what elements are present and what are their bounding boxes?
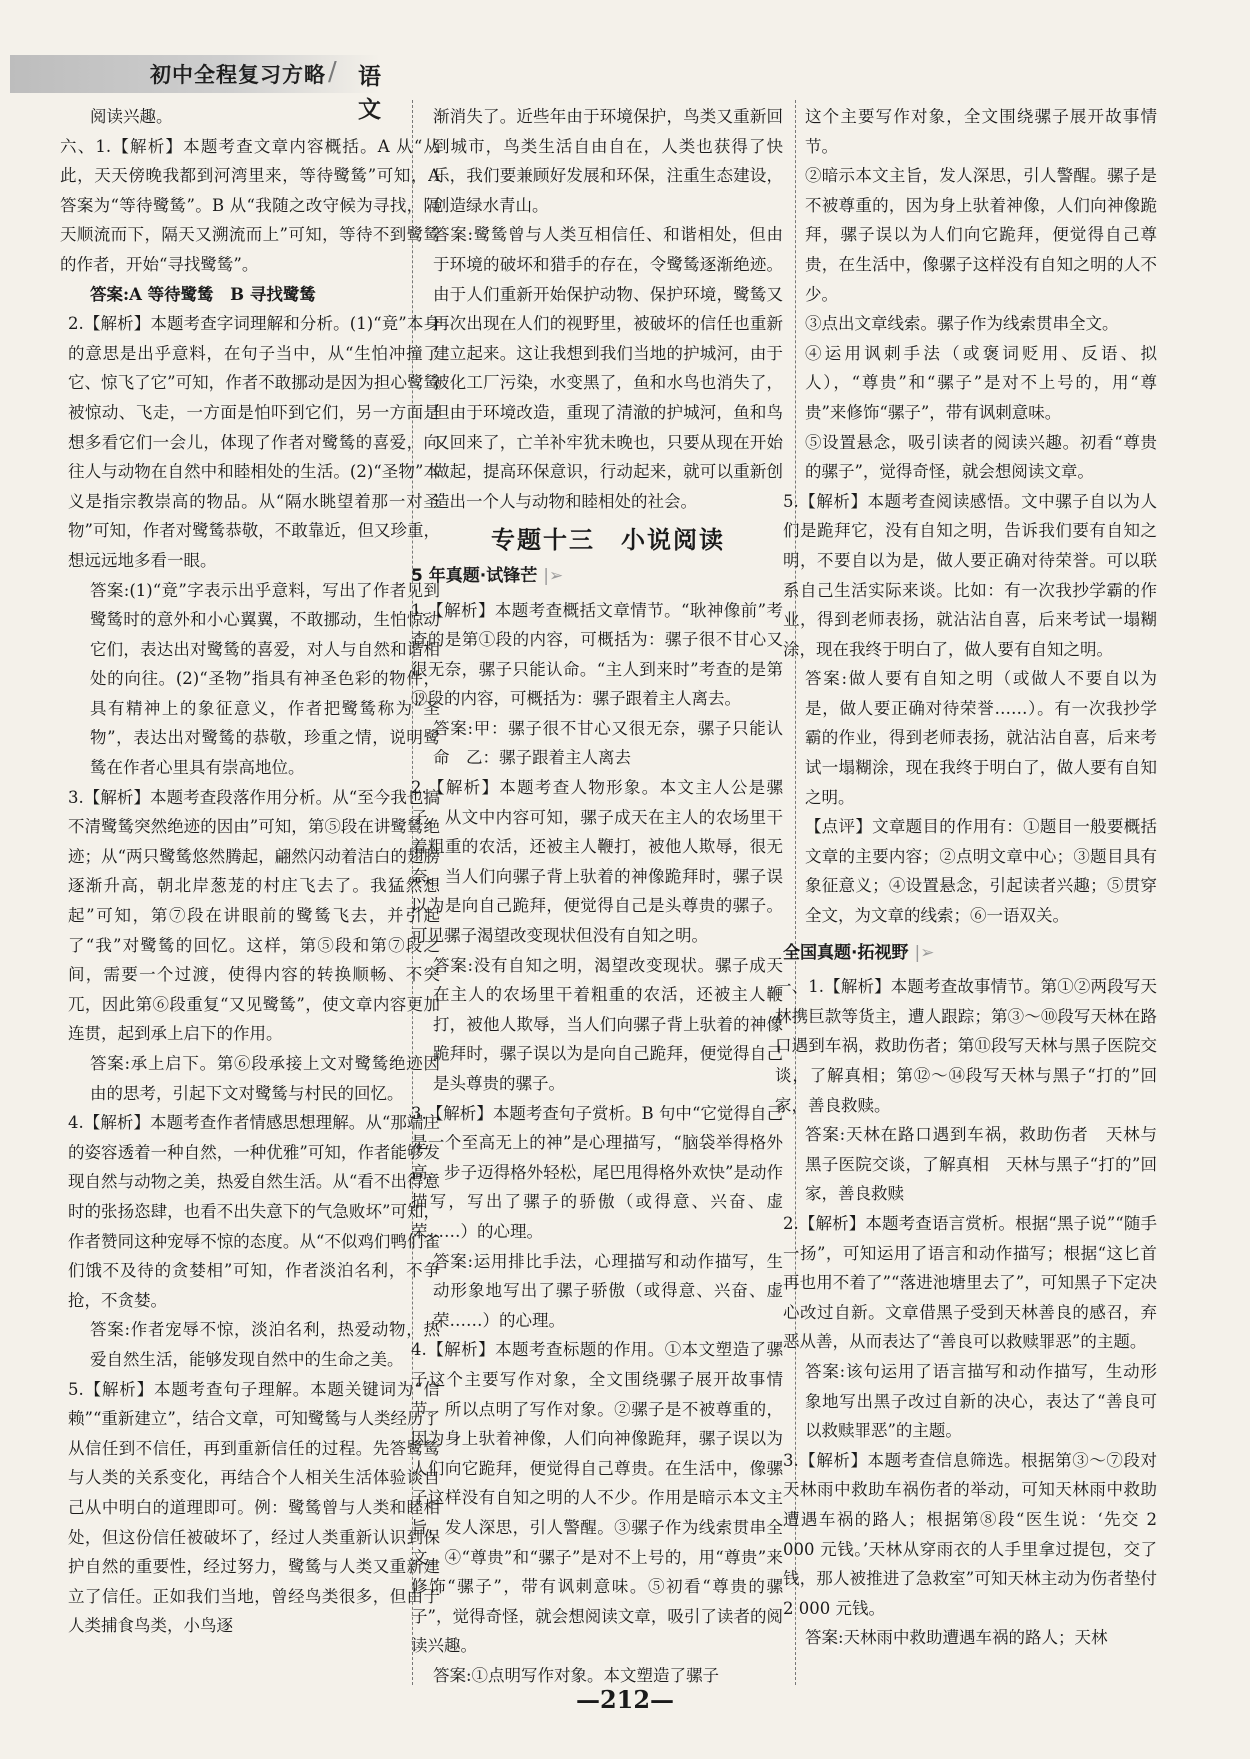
answer: 答案:该句运用了语言描写和动作描写，生动形象地写出黑子改过自新的决心，表达了“善良可以救赎罪恶”的主题。 — [805, 1361, 1157, 1441]
column-3 — [775, 102, 1157, 1687]
section-marker-icon: |➢ — [543, 565, 564, 586]
paragraph: ④运用讽刺手法（或褒词贬用、反语、拟人），“尊贵”和“骡子”是对不上号的，用“尊贵”来修饰“骡子”，带有讽刺意味。 — [805, 343, 1157, 422]
answer-explanation: 六、1.【解析】本题考查文章内容概括。A 从“从此，天天傍晚我都到河湾里来，等待鹭鸶”可知，A 答案为“等待鹭鸶”。B 从“我随之改守候为寻找，隔天顺流而下，隔天又溯流而上”可知，等待不到鹭鸶的作者，开始“寻找鹭鸶”。 — [60, 136, 440, 274]
answer-explanation: 4.【解析】本题考查作者情感思想理解。从“那端庄的姿容透着一种自然，一种优雅”可知，作者能够发现自然与动物之美，热爱自然生活。从“看不出得意时的张扬恣肆，也看不出失意下的气急败坏”可知，作者赞同这种宠辱不惊的态度。从“不似鸡们鸭们雀们饿不及待的贪婪相”可知，作者淡泊名利，不争抢，不贪婪。 — [68, 1113, 440, 1310]
answer-explanation: 一、1.【解析】本题考查故事情节。第①②两段写天林携巨款等货主，遭人跟踪；第③～⑩段写天林在路口遇到车祸，救助伤者；第⑪段写天林与黑子医院交谈，了解真相；第⑫～⑭段写天林与黑子“打的”回家，善良救赎。 — [775, 977, 1157, 1115]
paragraph: ②暗示本文主旨，发人深思，引人警醒。骡子是不被尊重的，因为身上驮着神像，人们向神像跪拜，骡子误以为人们向它跪拜，便觉得自己尊贵，在生活中，像骡子这样没有自知之明的人不少。 — [805, 166, 1157, 304]
answer-explanation: 1.【解析】本题考查概括文章情节。“耿神像前”考查的是第①段的内容，可概括为：骡子很不甘心又很无奈，骡子只能认命。“主人到来时”考查的是第⑲段的内容，可概括为：骡子跟着主人离去。 — [411, 600, 783, 709]
answer-explanation: 3.【解析】本题考查信息筛选。根据第③～⑦段对天林雨中救助车祸伤者的举动，可知天林雨中救助遭遇车祸的路人；根据第⑧段“医生说：‘先交 2 000 元钱。’天林从穿雨衣的人手里拿过提包，交了钱，那人被推进了急救室”可知天林主动为伤者垫付 2 000 元钱。 — [783, 1450, 1157, 1618]
paragraph: 渐消失了。近些年由于环境保护，鸟类又重新回到城市，鸟类生活自由自在，人类也获得了快乐，我们要兼顾好发展和环保，注重生态建设，创造绿水青山。 — [433, 107, 783, 215]
answer: 答案:承上启下。第⑥段承接上文对鹭鸶绝迹因由的思考，引起下文对鹭鸶与村民的回忆。 — [90, 1054, 440, 1103]
subsection-label: 全国真题·拓视野 — [783, 942, 909, 963]
column-2 — [411, 102, 783, 1687]
book-title: 初中全程复习方略 — [150, 63, 326, 87]
answer: 答案:做人要有自知之明（或做人不要自以为是，做人要正确对待荣誉……）。有一次我抄学霸的作业，得到老师表扬，就沾沾自喜，后来考试一塌糊涂，现在我终于明白了，做人要有自知之明。 — [805, 669, 1157, 807]
section-title: 专题十三 小说阅读 — [491, 526, 725, 555]
answer: 答案:鹭鸶曾与人类互相信任、和谐相处，但由于环境的破坏和猎手的存在，令鹭鸶逐渐绝迹。由于人们重新开始保护动物、保护环境，鹭鸶又再次出现在人们的视野里，被破坏的信任也重新建立起来。这让我想到我们当地的护城河，由于被化工厂污染，水变黑了，鱼和水鸟也消失了，但由于环境改造，重现了清澈的护城河，鱼和鸟又回来了，亡羊补牢犹未晚也，只要从现在开始做起，提高环保意识，行动起来，就可以重新创造出一个人与动物和睦相处的社会。 — [433, 225, 783, 511]
answer: 答案:天林雨中救助遭遇车祸的路人；天林 — [805, 1628, 1108, 1648]
answer: 答案:没有自知之明，渴望改变现状。骡子成天在主人的农场里干着粗重的农活，还被主人鞭打，被他人欺辱，当人们向骡子背上驮着的神像跪拜时，骡子误以为是向自己跪拜，便觉得自己是头尊贵的骡子。 — [433, 955, 783, 1093]
header-divider: / — [328, 57, 337, 87]
answer: 答案:(1)“竟”字表示出乎意料，写出了作者见到鹭鸶时的意外和小心翼翼，不敢挪动，生怕惊动它们，表达出对鹭鸶的喜爱，对人与自然和谐相处的向往。(2)“圣物”指具有神圣色彩的物件，具有精神上的象征意义，作者把鹭鸶称为“圣物”，表达出对鹭鸶的恭敬，珍重之情，说明鹭鸶在作者心里具有崇高地位。 — [90, 580, 440, 778]
answer: 答案:天林在路口遇到车祸，救助伤者 天林与黑子医院交谈，了解真相 天林与黑子“打的”回家，善良救赎 — [805, 1125, 1157, 1204]
paragraph: ③点出文章线索。骡子作为线索贯串全文。 — [805, 314, 1119, 334]
answer-explanation: 5.【解析】本题考查阅读感悟。文中骡子自以为人们是跪拜它，没有自知之明，告诉我们要有自知之明，不要自以为是，做人要正确对待荣誉。可以联系自己生活实际来谈。比如：有一次我抄学霸的作业，得到老师表扬，就沾沾自喜，后来考试一塌糊涂，现在我终于明白了，做人要有自知之明。 — [783, 491, 1157, 659]
subsection-title — [411, 562, 783, 592]
column-1 — [60, 102, 440, 1687]
section-marker-icon: |➢ — [914, 942, 935, 963]
answer-explanation: 5.【解析】本题考查句子理解。本题关键词为“信赖”“重新建立”，结合文章，可知鹭鸶与人类经历了从信任到不信任，再到重新信任的过程。先答鹭鸶与人类的关系变化，再结合个人相关生活体验谈自己从中明白的道理即可。例：鹭鸶曾与人类和睦相处，但这份信任被破坏了，经过人类重新认识到保护自然的重要性，经过努力，鹭鸶与人类又重新建立了信任。正如我们当地，曾经鸟类很多，但由于人类捕食鸟类，小鸟逐 — [68, 1379, 440, 1636]
paragraph: 这个主要写作对象，全文围绕骡子展开故事情节。 — [805, 107, 1157, 156]
answer-explanation: 2.【解析】本题考查字词理解和分析。(1)“竟”本身的意思是出乎意料，在句子当中，从“生怕冲撞了它、惊飞了它”可知，作者不敢挪动是因为担心鹭鸶被惊动、飞走，一方面是怕吓到它们，另一方面是想多看它们一会儿，体现了作者对鹭鸶的喜爱，向往人与动物在自然中和睦相处的生活。(2)“圣物”本义是指宗教崇高的物品。从“隔水眺望着那一对圣物”可知，作者对鹭鸶恭敬，不敢靠近，但又珍重，想远远地多看一眼。 — [68, 314, 440, 570]
comment: 【点评】文章题目的作用有：①题目一般要概括文章的主要内容；②点明文章中心；③题目具有象征意义；④设置悬念，引起读者兴趣；⑤贯穿全文，为文章的线索；⑥一语双关。 — [805, 817, 1157, 926]
answer: 答案:运用排比手法，心理描写和动作描写，生动形象地写出了骡子骄傲（或得意、兴奋、虚荣……）的心理。 — [433, 1251, 783, 1330]
answer: 答案:①点明写作对象。本文塑造了骡子 — [433, 1665, 720, 1685]
answer-explanation: 2.【解析】本题考查语言赏析。根据“黑子说”“随手一扬”，可知运用了语言和动作描写；根据“这匕首再也用不着了”“落进池塘里去了”，可知黑子下定决心改过自新。文章借黑子受到天林善良的感召，弃恶从善，从而表达了“善良可以救赎罪恶”的主题。 — [783, 1213, 1157, 1352]
answer: 答案:作者宠辱不惊，淡泊名利，热爱动物，热爱自然生活，能够发现自然中的生命之美。 — [90, 1320, 440, 1369]
answer: 答案:A 等待鹭鸶 B 寻找鹭鸶 — [90, 284, 316, 304]
subject-title: 语文 — [358, 64, 381, 123]
answer-explanation: 3.【解析】本题考查段落作用分析。从“至今我也搞不清鹭鸶突然绝迹的因由”可知，第⑤段在讲鹭鸶绝迹；从“两只鹭鸶悠然腾起，翩然闪动着洁白的翅膀逐渐升高，朝北岸葱茏的村庄飞去了。我猛然想起”可知，第⑦段在讲眼前的鹭鸶飞去，并引起了“我”对鹭鸶的回忆。这样，第⑤段和第⑦段之间，需要一个过渡，使得内容的转换顺畅、不突兀，因此第⑥段重复“又见鹭鸶”，使文章内容更加连贯，起到承上启下的作用。 — [68, 787, 440, 1044]
subsection-label: 5 年真题·试锋芒 — [411, 565, 538, 586]
answer-explanation: 2.【解析】本题考查人物形象。本文主人公是骡子，从文中内容可知，骡子成天在主人的农场里干着粗重的农活，还被主人鞭打，被他人欺辱，很无奈。当人们向骡子背上驮着的神像跪拜时，骡子误以为是向自己跪拜，便觉得自己是头尊贵的骡子。可见骡子渴望改变现状但没有自知之明。 — [411, 778, 783, 946]
page-number: —212— — [575, 1685, 675, 1714]
answer-explanation: 4.【解析】本题考查标题的作用。①本文塑造了骡子这个主要写作对象，全文围绕骡子展开故事情节。所以点明了写作对象。②骡子是不被尊重的，因为身上驮着神像，人们向神像跪拜，骡子误以为人们向它跪拜，便觉得自己尊贵。在生活中，像骡子这样没有自知之明的人不少。作用是暗示本文主旨，发人深思，引人警醒。③骡子作为线索贯串全文。④“尊贵”和“骡子”是对不上号的，用“尊贵”来修饰“骡子”，带有讽刺意味。⑤初看“尊贵的骡子”，觉得奇怪，就会想阅读文章，吸引了读者的阅读兴趣。 — [411, 1340, 783, 1656]
paragraph: ⑤设置悬念，吸引读者的阅读兴趣。初看“尊贵的骡子”，觉得奇怪，就会想阅读文章。 — [805, 432, 1157, 482]
paragraph: 阅读兴趣。 — [90, 107, 173, 126]
answer: 答案:甲：骡子很不甘心又很无奈，骡子只能认命 乙：骡子跟着主人离去 — [433, 718, 783, 768]
subsection-title — [783, 939, 1157, 969]
answer-explanation: 3.【解析】本题考查句子赏析。B 句中“它觉得自己是一个至高无上的神”是心理描写，“脑袋举得格外高，步子迈得格外轻松，尾巴甩得格外欢快”是动作描写，写出了骡子的骄傲（或得意、兴奋、虚荣……）的心理。 — [411, 1103, 783, 1241]
